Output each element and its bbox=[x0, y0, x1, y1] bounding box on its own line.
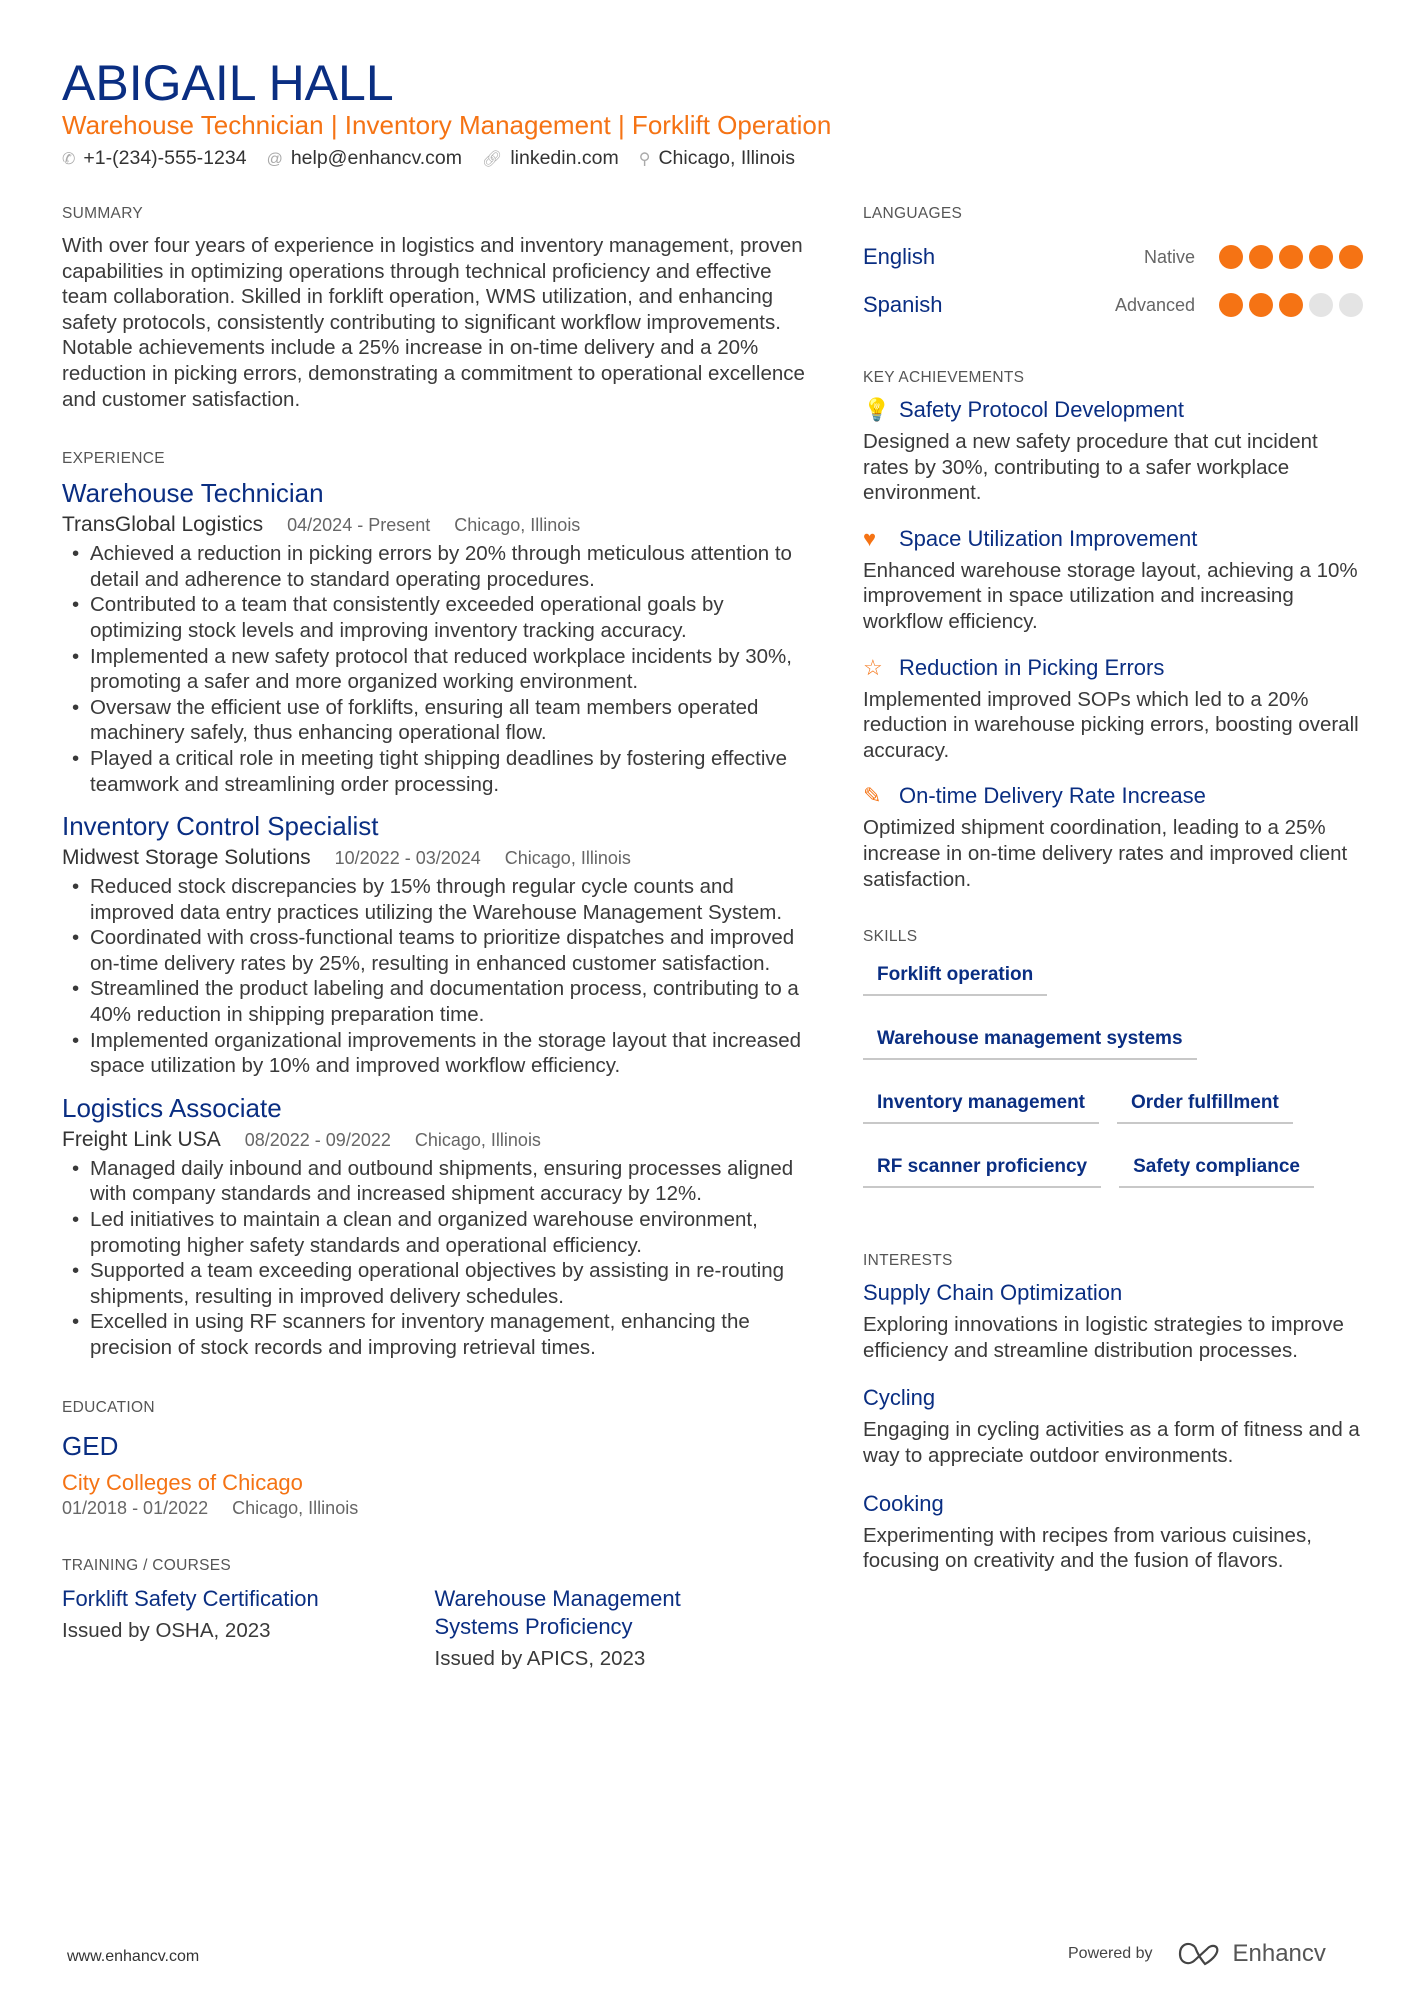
interest-item bbox=[863, 1491, 1363, 1574]
section-heading: KEY ACHIEVEMENTS bbox=[863, 369, 1025, 386]
skill-tag: Forklift operation bbox=[863, 956, 1047, 996]
job-meta bbox=[62, 513, 807, 537]
at-icon: @ bbox=[266, 151, 283, 168]
achievement-item bbox=[863, 655, 1363, 764]
achievement-header bbox=[863, 783, 1363, 809]
training-issuer: Issued by APICS, 2023 bbox=[434, 1646, 646, 1670]
job-entry bbox=[62, 811, 807, 1079]
job-entry bbox=[62, 478, 807, 797]
skill-tag: RF scanner proficiency bbox=[863, 1148, 1101, 1188]
enhancv-logo[interactable]: Enhancv bbox=[1177, 1940, 1326, 1968]
rating-dot bbox=[1249, 293, 1273, 317]
job-bullets bbox=[62, 874, 807, 1079]
experience-section bbox=[62, 450, 807, 1360]
rating-dot bbox=[1309, 245, 1333, 269]
training-section bbox=[62, 1557, 807, 1671]
job-dates: 10/2022 - 03/2024 bbox=[334, 848, 481, 869]
language-item bbox=[863, 281, 1363, 329]
language-name: Spanish bbox=[863, 292, 943, 317]
achievements-section bbox=[863, 369, 1363, 892]
section-heading: EDUCATION bbox=[62, 1398, 155, 1416]
rating-dot bbox=[1339, 245, 1363, 269]
heart-icon: ♥ bbox=[863, 525, 877, 551]
section-heading: SUMMARY bbox=[62, 205, 144, 222]
language-item bbox=[863, 233, 1363, 281]
interest-description: Engaging in cycling activities as a form of fitness and a way to appreciate outdoor environments. bbox=[863, 1418, 1360, 1467]
interest-title: Cooking bbox=[863, 1490, 944, 1516]
achievement-item bbox=[863, 526, 1363, 635]
company-name: Freight Link USA bbox=[62, 1127, 221, 1151]
summary-section bbox=[62, 205, 807, 412]
job-bullet: • Managed daily inbound and outbound shipments, ensuring processes aligned with company standards and increased shipment accuracy by 12%. bbox=[62, 1156, 807, 1207]
interest-description: Experimenting with recipes from various cuisines, focusing on creativity and the fusion of flavors. bbox=[863, 1523, 1312, 1573]
training-title: Warehouse Management Systems Proficiency bbox=[434, 1585, 681, 1639]
interest-title: Cycling bbox=[863, 1385, 936, 1411]
section-heading: TRAINING / COURSES bbox=[62, 1556, 232, 1574]
contact-location: ⚲ Chicago, Illinois bbox=[638, 147, 796, 169]
job-title: Logistics Associate bbox=[62, 1092, 282, 1123]
achievement-item bbox=[863, 783, 1363, 892]
achievement-title: Space Utilization Improvement bbox=[899, 525, 1198, 551]
achievement-header bbox=[863, 655, 1363, 681]
section-heading: SKILLS bbox=[863, 928, 918, 946]
degree: GED bbox=[62, 1430, 119, 1461]
skill-tag: Warehouse management systems bbox=[863, 1020, 1197, 1060]
contact-linkedin[interactable]: 🔗︎ linkedin.com bbox=[482, 147, 619, 169]
left-column bbox=[62, 205, 807, 1671]
company-name: Midwest Storage Solutions bbox=[62, 846, 311, 870]
job-bullet: • Coordinated with cross-functional teams to prioritize dispatches and improved on-time delivery rates by 25%, resulting in enhanced customer satisfaction. bbox=[62, 925, 807, 976]
rating-dot bbox=[1219, 293, 1243, 317]
interest-item bbox=[863, 1280, 1363, 1363]
school: City Colleges of Chicago bbox=[62, 1469, 303, 1495]
star-icon: ☆ bbox=[863, 654, 883, 680]
job-bullet: • Played a critical role in meeting tight shipping deadlines by fostering effective teamwork and streamlining order processing. bbox=[62, 746, 807, 797]
interest-item bbox=[863, 1385, 1363, 1468]
skills-section bbox=[863, 928, 1363, 1212]
achievement-description: Implemented improved SOPs which led to a 20% reduction in warehouse picking errors, boosting overall accuracy. bbox=[863, 687, 1359, 762]
section-heading: INTERESTS bbox=[863, 1252, 953, 1270]
rating-dot bbox=[1249, 245, 1273, 269]
language-name: English bbox=[863, 244, 936, 269]
company-name: TransGlobal Logistics bbox=[62, 513, 264, 537]
training-title: Forklift Safety Certification bbox=[62, 1585, 319, 1611]
training-item bbox=[435, 1585, 808, 1671]
job-bullet: • Led initiatives to maintain a clean and organized warehouse environment, promoting higher safety standards and operational efficiency. bbox=[62, 1207, 807, 1258]
job-meta bbox=[62, 846, 807, 870]
achievement-description: Enhanced warehouse storage layout, achieving a 10% improvement in space utilization and increasing workflow efficiency. bbox=[863, 558, 1358, 633]
candidate-title: Warehouse Technician | Inventory Management | Forklift Operation bbox=[62, 110, 832, 140]
skill-tag: Inventory management bbox=[863, 1084, 1099, 1124]
job-entry bbox=[62, 1093, 807, 1361]
rating-dot bbox=[1219, 245, 1243, 269]
achievement-title: Reduction in Picking Errors bbox=[899, 654, 1165, 680]
job-bullet: • Reduced stock discrepancies by 15% through regular cycle counts and improved data entry practices utilizing the Warehouse Management System. bbox=[62, 874, 807, 925]
section-heading: LANGUAGES bbox=[863, 205, 963, 222]
job-location: Chicago, Illinois bbox=[454, 515, 581, 536]
section-heading: EXPERIENCE bbox=[62, 450, 165, 468]
achievement-header bbox=[863, 526, 1363, 552]
rating-dot bbox=[1279, 293, 1303, 317]
right-column bbox=[863, 205, 1363, 1596]
interests-section bbox=[863, 1252, 1363, 1574]
job-bullet: • Oversaw the efficient use of forklifts, ensuring all team members operated machinery safely, thus enhancing operational flow. bbox=[62, 695, 807, 746]
job-dates: 04/2024 - Present bbox=[287, 515, 431, 536]
education-dates: 01/2018 - 01/2022 bbox=[62, 1497, 209, 1518]
achievement-title: Safety Protocol Development bbox=[899, 397, 1184, 422]
training-issuer: Issued by OSHA, 2023 bbox=[62, 1618, 271, 1642]
contact-email[interactable]: @ help@enhancv.com bbox=[266, 147, 463, 169]
footer-branding bbox=[1068, 1940, 1326, 1968]
summary-text: With over four years of experience in logistics and inventory management, proven capabilities in optimizing operations through technical proficiency and effective team collaboration. Skilled in forklift operation, WMS utilization, and enhancing safety protocols, consistently contributing to significant workflow improvements. Notable achievements include a 25% increase in on-time delivery and a 20% reduction in picking errors, demonstrating a commitment to operational excellence and customer satisfaction. bbox=[62, 234, 805, 411]
job-bullet: • Implemented organizational improvements in the storage layout that increased space utilization by 10% and improved workflow efficiency. bbox=[62, 1028, 807, 1079]
languages-section bbox=[863, 205, 1363, 329]
job-title: Warehouse Technician bbox=[62, 478, 324, 509]
education-location: Chicago, Illinois bbox=[232, 1497, 359, 1518]
contact-phone: ✆ +1-(234)-555-1234 bbox=[62, 147, 247, 169]
job-dates: 08/2022 - 09/2022 bbox=[244, 1129, 391, 1150]
lightbulb-icon: 💡 bbox=[863, 397, 891, 422]
rating-dot bbox=[1279, 245, 1303, 269]
job-location: Chicago, Illinois bbox=[414, 1129, 541, 1150]
achievement-description: Designed a new safety procedure that cut incident rates by 30%, contributing to a safer workplace environment. bbox=[863, 430, 1318, 505]
language-level: Native bbox=[1143, 246, 1195, 267]
footer-website[interactable]: www.enhancv.com bbox=[67, 1948, 200, 1965]
enhancv-logo-icon bbox=[1177, 1941, 1223, 1967]
training-item bbox=[62, 1585, 435, 1671]
job-bullet: • Achieved a reduction in picking errors by 20% through meticulous attention to detail and adherence to standard operating procedures. bbox=[62, 541, 807, 592]
education-section bbox=[62, 1399, 807, 1519]
job-bullet: • Streamlined the product labeling and documentation process, contributing to a 40% reduction in shipping preparation time. bbox=[62, 976, 807, 1027]
achievement-description: Optimized shipment coordination, leading to a 25% increase in on-time delivery rates and improved client satisfaction. bbox=[863, 816, 1348, 891]
phone-icon: ✆ bbox=[62, 151, 76, 168]
achievement-item bbox=[863, 397, 1363, 506]
interest-description: Exploring innovations in logistic strategies to improve efficiency and streamline distribution processes. bbox=[863, 1313, 1344, 1362]
job-bullet: • Contributed to a team that consistently exceeded operational goals by optimizing stock levels and improving inventory tracking accuracy. bbox=[62, 592, 807, 643]
contact-info bbox=[62, 147, 795, 170]
job-bullet: • Excelled in using RF scanners for inventory management, enhancing the precision of stock records and improving retrieval times. bbox=[62, 1309, 807, 1360]
job-bullet: • Implemented a new safety protocol that reduced workplace incidents by 30%, promoting a safer and more organized working environment. bbox=[62, 644, 807, 695]
rating-dot bbox=[1339, 293, 1363, 317]
achievement-header bbox=[863, 397, 1363, 423]
skill-tag: Order fulfillment bbox=[1117, 1084, 1293, 1124]
job-location: Chicago, Illinois bbox=[504, 848, 631, 869]
rating-dot bbox=[1309, 293, 1333, 317]
job-bullet: • Supported a team exceeding operational objectives by assisting in re-routing shipments, resulting in improved delivery schedules. bbox=[62, 1258, 807, 1309]
magic-wand-icon: ✎ bbox=[863, 783, 882, 809]
job-bullets bbox=[62, 541, 807, 797]
link-icon: 🔗︎ bbox=[482, 151, 503, 168]
location-pin-icon: ⚲ bbox=[638, 151, 651, 168]
interest-title: Supply Chain Optimization bbox=[863, 1280, 1123, 1306]
job-meta bbox=[62, 1128, 807, 1152]
candidate-name: ABIGAIL HALL bbox=[62, 55, 394, 111]
powered-by-label: Powered by bbox=[1068, 1945, 1153, 1962]
language-level: Advanced bbox=[1114, 294, 1195, 315]
job-bullets bbox=[62, 1156, 807, 1361]
job-title: Inventory Control Specialist bbox=[62, 811, 379, 842]
achievement-title: On-time Delivery Rate Increase bbox=[899, 783, 1206, 809]
skill-tag: Safety compliance bbox=[1119, 1148, 1314, 1188]
